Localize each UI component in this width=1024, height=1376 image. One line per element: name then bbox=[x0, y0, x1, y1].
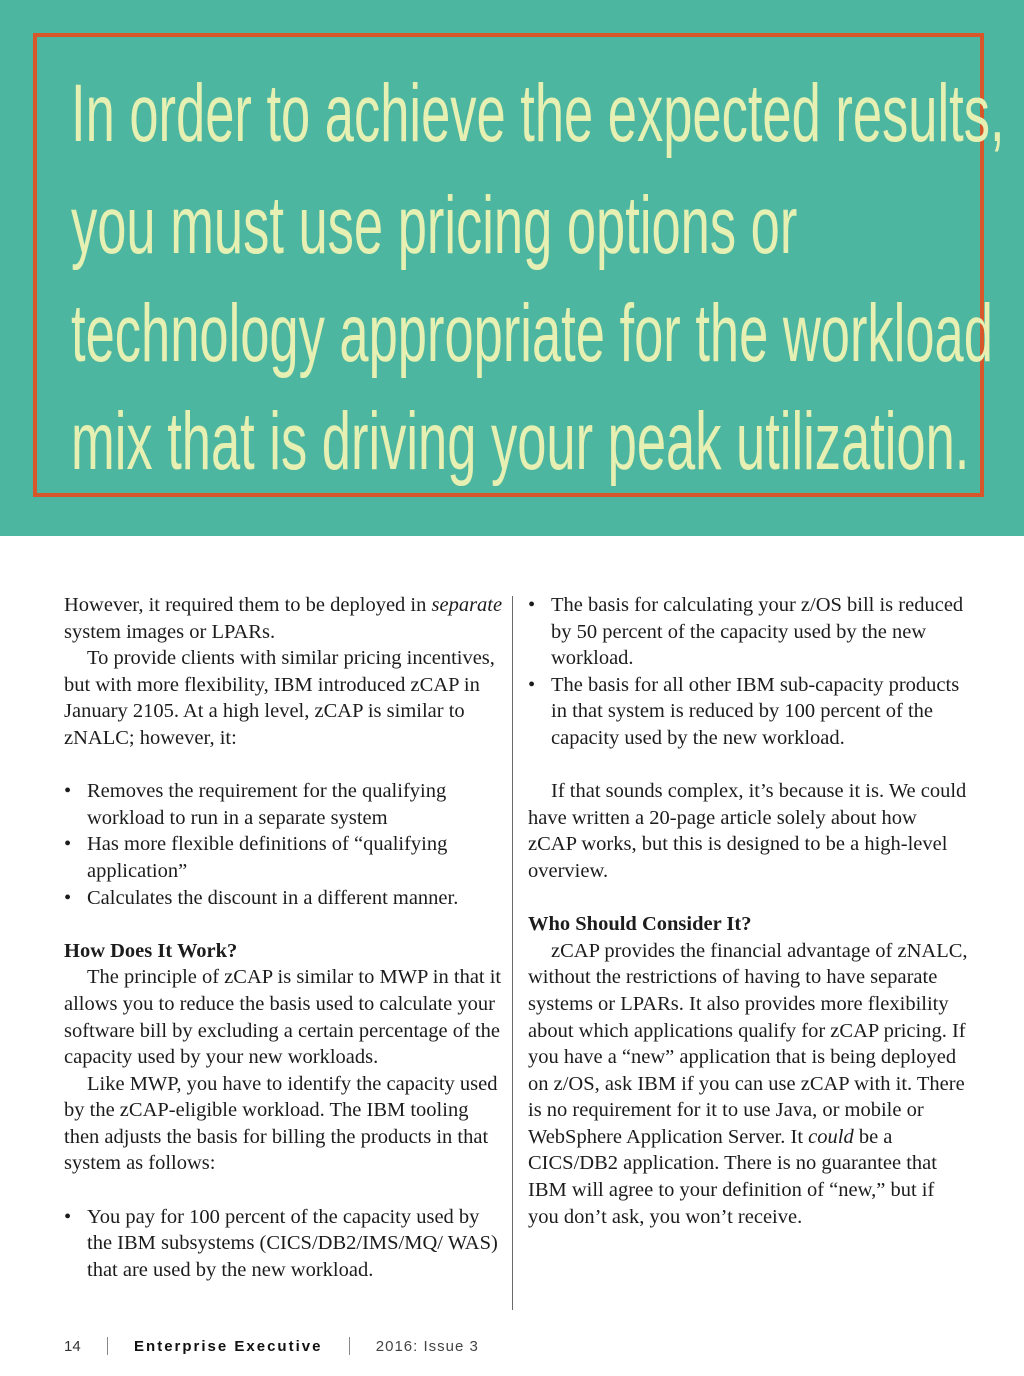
bullet-item: • Has more flexible definitions of “qualifying application” bbox=[64, 831, 504, 884]
section-heading: How Does It Work? bbox=[64, 939, 238, 962]
paragraph: To provide clients with similar pricing incentives, but with more flexibility, IBM introduced zCAP in January 2105. At a high level, zCAP is similar to zNALC; however, it: bbox=[64, 647, 495, 749]
bullet-item: • You pay for 100 percent of the capacity used by the IBM subsystems (CICS/DB2/IMS/MQ/ WAS) that are used by the new workload. bbox=[64, 1204, 504, 1284]
paragraph: However, it required them to be deployed in separate system images or LPARs. bbox=[64, 594, 503, 643]
paragraph: zCAP provides the financial advantage of zNALC, without the restrictions of having to have separate systems or LPARs. It also provides more flexibility about which applications qualify for zCAP pricing. If you have a “new” application that is being deployed on z/OS, ask IBM if you can use zCAP with it. There is no requirement for it to use Java, or mobile or WebSphere Application Server. It could be a CICS/DB2 application. There is no guarantee that IBM will agree to your definition of “new,” but if you don’t ask, you won’t receive. bbox=[528, 939, 968, 1228]
pullquote-band bbox=[0, 0, 1024, 536]
pullquote-line: technology appropriate for the workload bbox=[71, 288, 993, 379]
right-column bbox=[528, 592, 968, 1230]
bullet-item: • The basis for all other IBM sub-capacity products in that system is reduced by 100 percent of the capacity used by the new workload. bbox=[528, 672, 968, 752]
bullet-item: • Calculates the discount in a different manner. bbox=[64, 885, 504, 912]
section-heading: Who Should Consider It? bbox=[528, 913, 752, 936]
page-number: 14 bbox=[64, 1337, 81, 1355]
column-divider bbox=[512, 596, 513, 1310]
paragraph: The principle of zCAP is similar to MWP in that it allows you to reduce the basis used to calculate your software bill by excluding a certain percentage of the capacity used by your new workloads. bbox=[64, 966, 502, 1069]
pullquote-line: In order to achieve the expected results, bbox=[71, 68, 1005, 159]
publication-name: Enterprise Executive bbox=[134, 1337, 323, 1355]
pullquote-line: you must use pricing options or bbox=[71, 180, 798, 271]
bullet-item: • Removes the requirement for the qualifying workload to run in a separate system bbox=[64, 778, 504, 831]
pullquote-line: mix that is driving your peak utilization. bbox=[71, 396, 970, 487]
left-column bbox=[64, 592, 504, 1283]
footer-divider bbox=[349, 1337, 350, 1355]
pullquote-box bbox=[33, 33, 1005, 497]
page-footer bbox=[64, 1337, 479, 1355]
issue-label: 2016: Issue 3 bbox=[375, 1337, 479, 1355]
paragraph: Like MWP, you have to identify the capacity used by the zCAP-eligible workload. The IBM tooling then adjusts the basis for billing the products in that system as follows: bbox=[64, 1072, 498, 1175]
footer-divider bbox=[107, 1337, 108, 1355]
paragraph: If that sounds complex, it’s because it is. We could have written a 20-page article solely about how zCAP works, but this is designed to be a high-level overview. bbox=[528, 780, 967, 882]
bullet-item: • The basis for calculating your z/OS bill is reduced by 50 percent of the capacity used by the new workload. bbox=[528, 592, 968, 672]
